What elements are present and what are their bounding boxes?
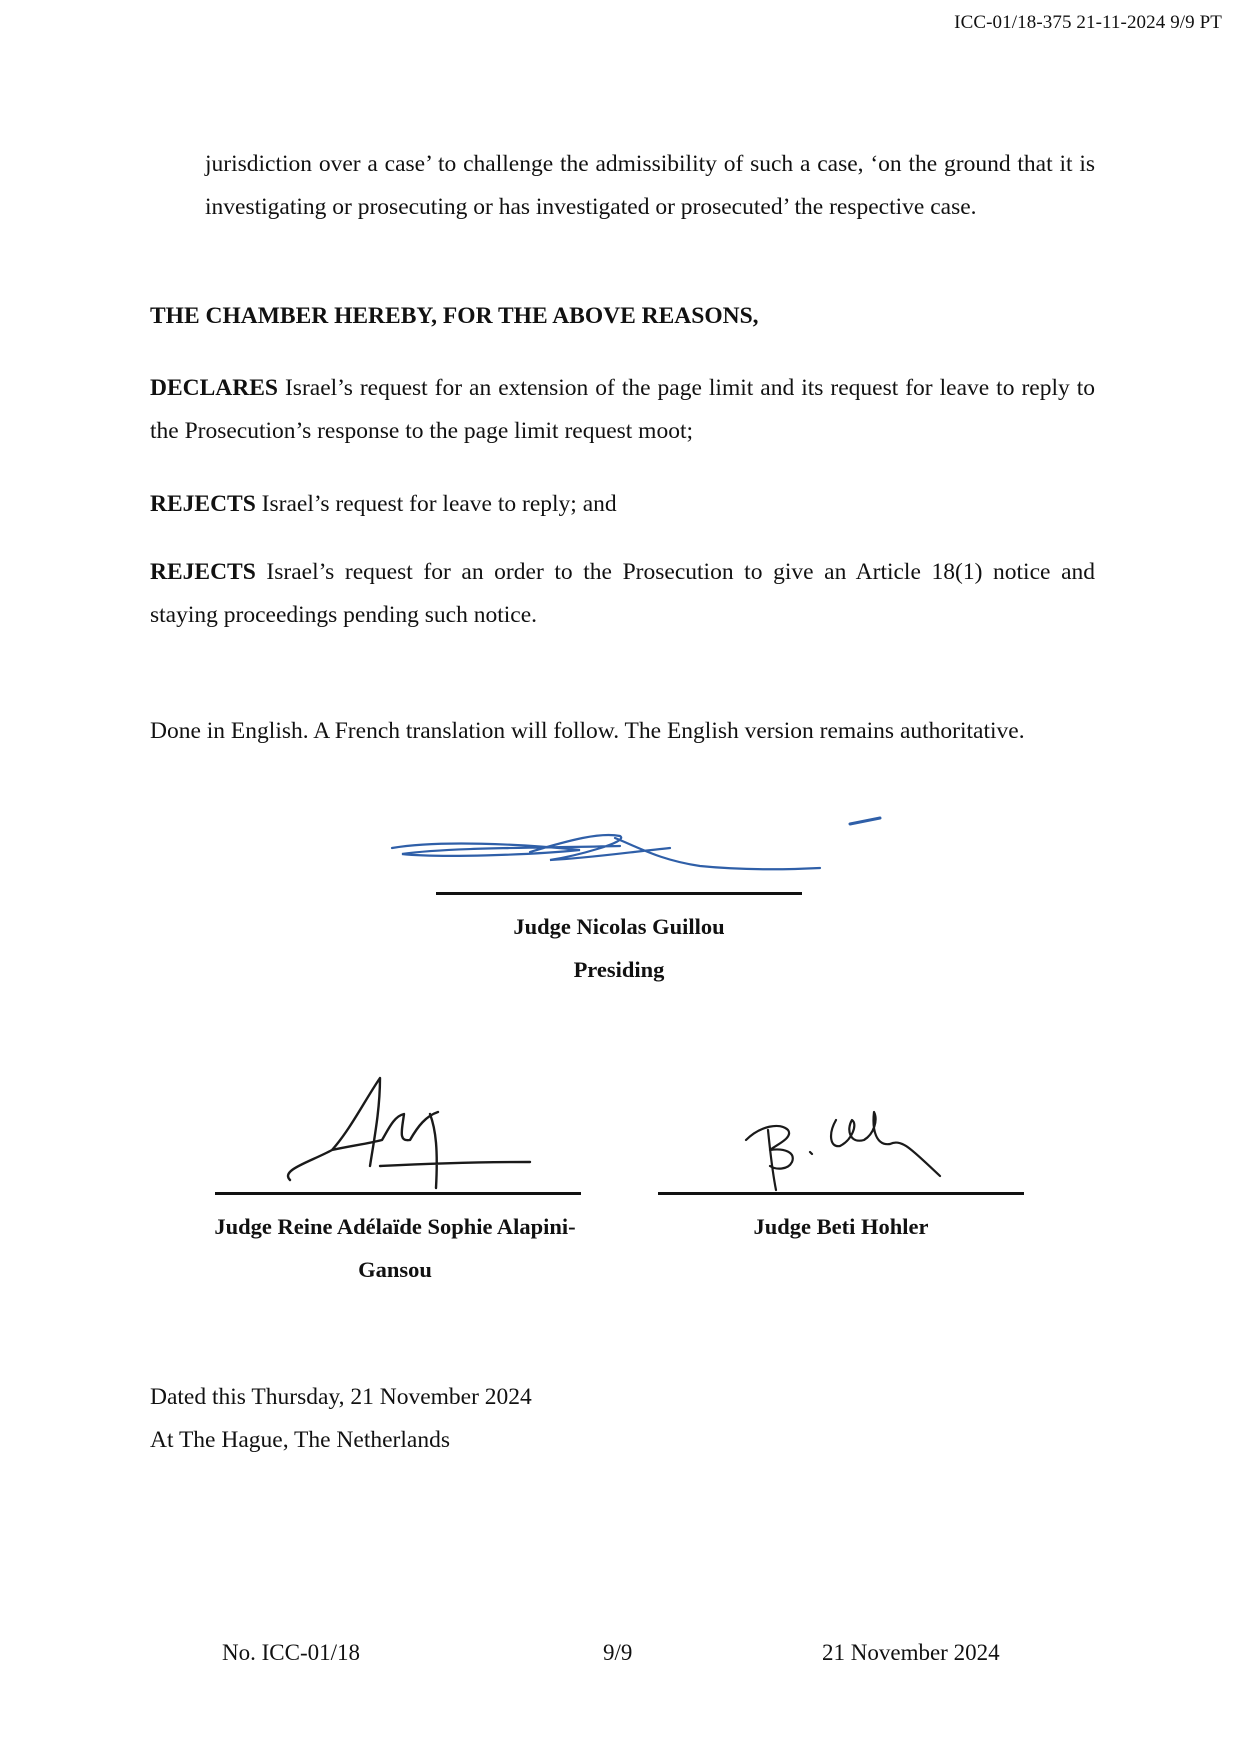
left-judge-signature	[270, 1070, 550, 1190]
chamber-heading: THE CHAMBER HEREBY, FOR THE ABOVE REASONS,	[150, 303, 759, 329]
operative-verb: REJECTS	[150, 491, 256, 517]
place-line: At The Hague, The Netherlands	[150, 1427, 450, 1453]
operative-text: Israel’s request for an extension of the page limit and its request for leave to reply to the Prosecution’s response to the page limit request moot;	[150, 375, 1095, 444]
operative-text: Israel’s request for leave to reply; and	[255, 491, 617, 517]
operative-verb: DECLARES	[150, 375, 278, 401]
language-note: Done in English. A French translation will follow. The English version remains authoritative.	[150, 718, 1025, 744]
presiding-signature	[380, 800, 900, 890]
operative-verb: REJECTS	[150, 559, 256, 585]
footer-page-number: 9/9	[603, 1640, 633, 1665]
right-judge-signature	[740, 1100, 970, 1195]
operative-rejects-leave	[150, 483, 1095, 526]
presiding-signature-line	[436, 892, 802, 895]
footer-date: 21 November 2024	[822, 1640, 1000, 1665]
left-judge-signature-line	[215, 1192, 581, 1195]
continuation-paragraph: jurisdiction over a case’ to challenge the admissibility of such a case, ‘on the ground that it is investigating or prosecuting or has investigated or prosecuted’ the respective case.	[205, 151, 1095, 220]
right-judge-signature-line	[658, 1192, 1024, 1195]
operative-rejects-order	[150, 551, 1095, 637]
operative-text: Israel’s request for an order to the Prosecution to give an Article 18(1) notice and staying proceedings pending such notice.	[150, 559, 1095, 628]
left-judge-name-line2: Gansou	[358, 1257, 432, 1282]
footer-case-number: No. ICC-01/18	[222, 1640, 360, 1665]
presiding-role: Presiding	[573, 957, 665, 982]
presiding-judge-name: Judge Nicolas Guillou	[513, 914, 725, 939]
dated-line: Dated this Thursday, 21 November 2024	[150, 1384, 532, 1410]
right-judge-name: Judge Beti Hohler	[753, 1214, 929, 1239]
document-reference: ICC-01/18-375 21-11-2024 9/9 PT	[954, 12, 1222, 33]
operative-declares	[150, 367, 1095, 453]
left-judge-name-line1: Judge Reine Adélaïde Sophie Alapini-	[214, 1214, 576, 1239]
